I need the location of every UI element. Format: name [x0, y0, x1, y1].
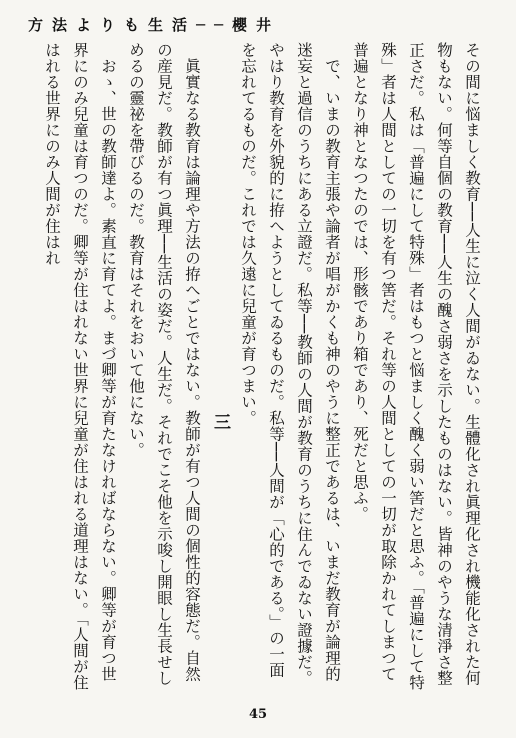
- body-text: [38, 42, 486, 692]
- page-number: 45: [248, 707, 268, 722]
- paragraph-3: 眞實なる教育は論理や方法の拵へごとではない。教師が有つ人間の個性的容態だ。自然の産見だ。教師が有つ眞理──生活の姿だ。人生だ。それでこそ他を示唆し開眼し生長せしめるの靈祕を帶びるのだ。教育はそれをおいて他にない。: [127, 42, 201, 686]
- paragraph-2: で、いまの教育主張や論者が唱がかくも神のやうに整正であるは、いまだ教育が論理的迷妄と過信のうちにある立證だ。私等──教師の人間が教育のうちに住んでゐない證據だ。やはり教育を外貌的に拵へようとしてゐるものだ。私等──人間が「心的である。」の一面を忘れてるものだ。これでは久遠に兒童が育つまい。: [239, 42, 341, 686]
- paragraph-4: おゝ、世の教師達よ。素直に育てよ。まづ卿等が育たなければならない。卿等が育つ世界にのみ兒童は育つのだ。卿等が住はれない世界に兒童が住はれる道理はない。「人間が住はれる世界にのみ人間が住はれ: [43, 42, 117, 691]
- section-marker: 三: [210, 413, 230, 431]
- paragraph-1: その間に悩ましく教育──人生に泣く人間がゐない。生體化され眞理化され機能化された何物もない。何等自個の教育──人生の醜さ弱さを示したものはない。皆神のやうな清淨さ整正さだ。私は「普遍にして特殊」者はもつと悩ましく醜く弱い筈だと思ふ。「普遍にして特殊」者は人間としての一切を有つ筈だ。それ等の人間としての一切が取除かれてしまつて普遍となり神となつたのでは、形骸であり箱であり、死だと思ふ。: [351, 42, 481, 691]
- running-head: 方法よりも生活──櫻井: [28, 16, 281, 34]
